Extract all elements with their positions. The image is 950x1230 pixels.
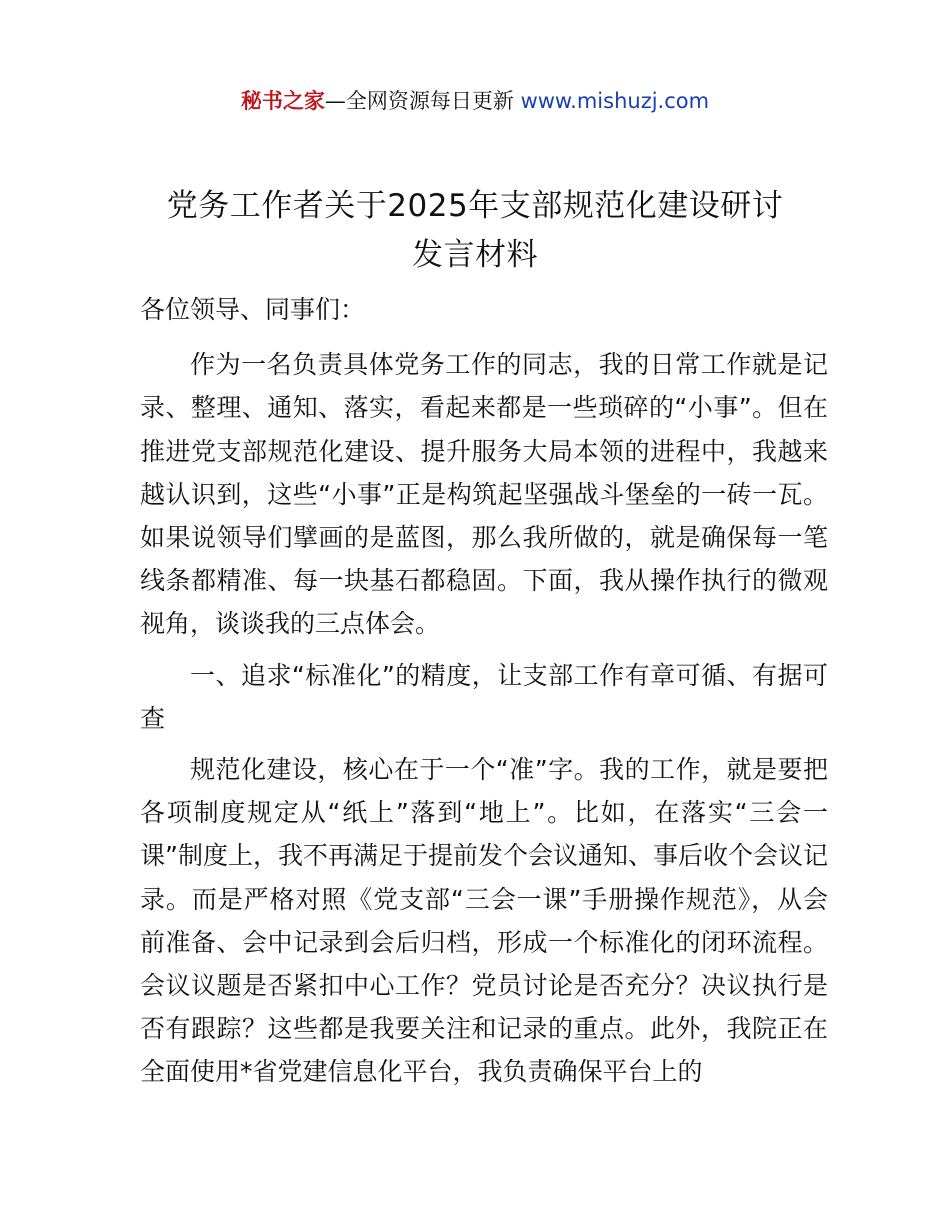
site-header bbox=[0, 86, 950, 116]
title-line-1: 党务工作者关于2025年支部规范化建设研讨 bbox=[166, 188, 784, 224]
salutation: 各位领导、同事们： bbox=[140, 295, 366, 324]
title-line-2: 发言材料 bbox=[412, 237, 538, 273]
paragraph-intro: 作为一名负责具体党务工作的同志，我的日常工作就是记录、整理、通知、落实，看起来都是一些琐碎的“小事”。但在推进党支部规范化建设、提升服务大局本领的进程中，我越来越认识到，这些“小事”正是构筑起坚强战斗堡垒的一砖一瓦。如果说领导们擘画的是蓝图，那么我所做的，就是确保每一笔线条都精准、每一块基石都稳固。下面，我从操作执行的微观视角，谈谈我的三点体会。 bbox=[140, 350, 828, 639]
document-body bbox=[140, 288, 828, 1094]
document-title bbox=[120, 182, 830, 280]
header-tagline: —全网资源每日更新 bbox=[324, 89, 521, 113]
paragraph-section-1: 规范化建设，核心在于一个“准”字。我的工作，就是要把各项制度规定从“纸上”落到“地上”。比如，在落实“三会一课”制度上，我不再满足于提前发个会议通知、事后收个会议记录。而是严格对照《党支部“三会一课”手册操作规范》，从会前准备、会中记录到会后归档，形成一个标准化的闭环流程。会议议题是否紧扣中心工作？党员讨论是否充分？决议执行是否有跟踪？这些都是我要关注和记录的重点。此外，我院正在全面使用*省党建信息化平台，我负责确保平台上的 bbox=[140, 755, 828, 1087]
section-heading-1: 一、追求“标准化”的精度，让支部工作有章可循、有据可查 bbox=[140, 660, 828, 733]
brand-name: 秘书之家 bbox=[240, 89, 325, 113]
site-link[interactable]: www.mishuzj.com bbox=[520, 89, 710, 113]
